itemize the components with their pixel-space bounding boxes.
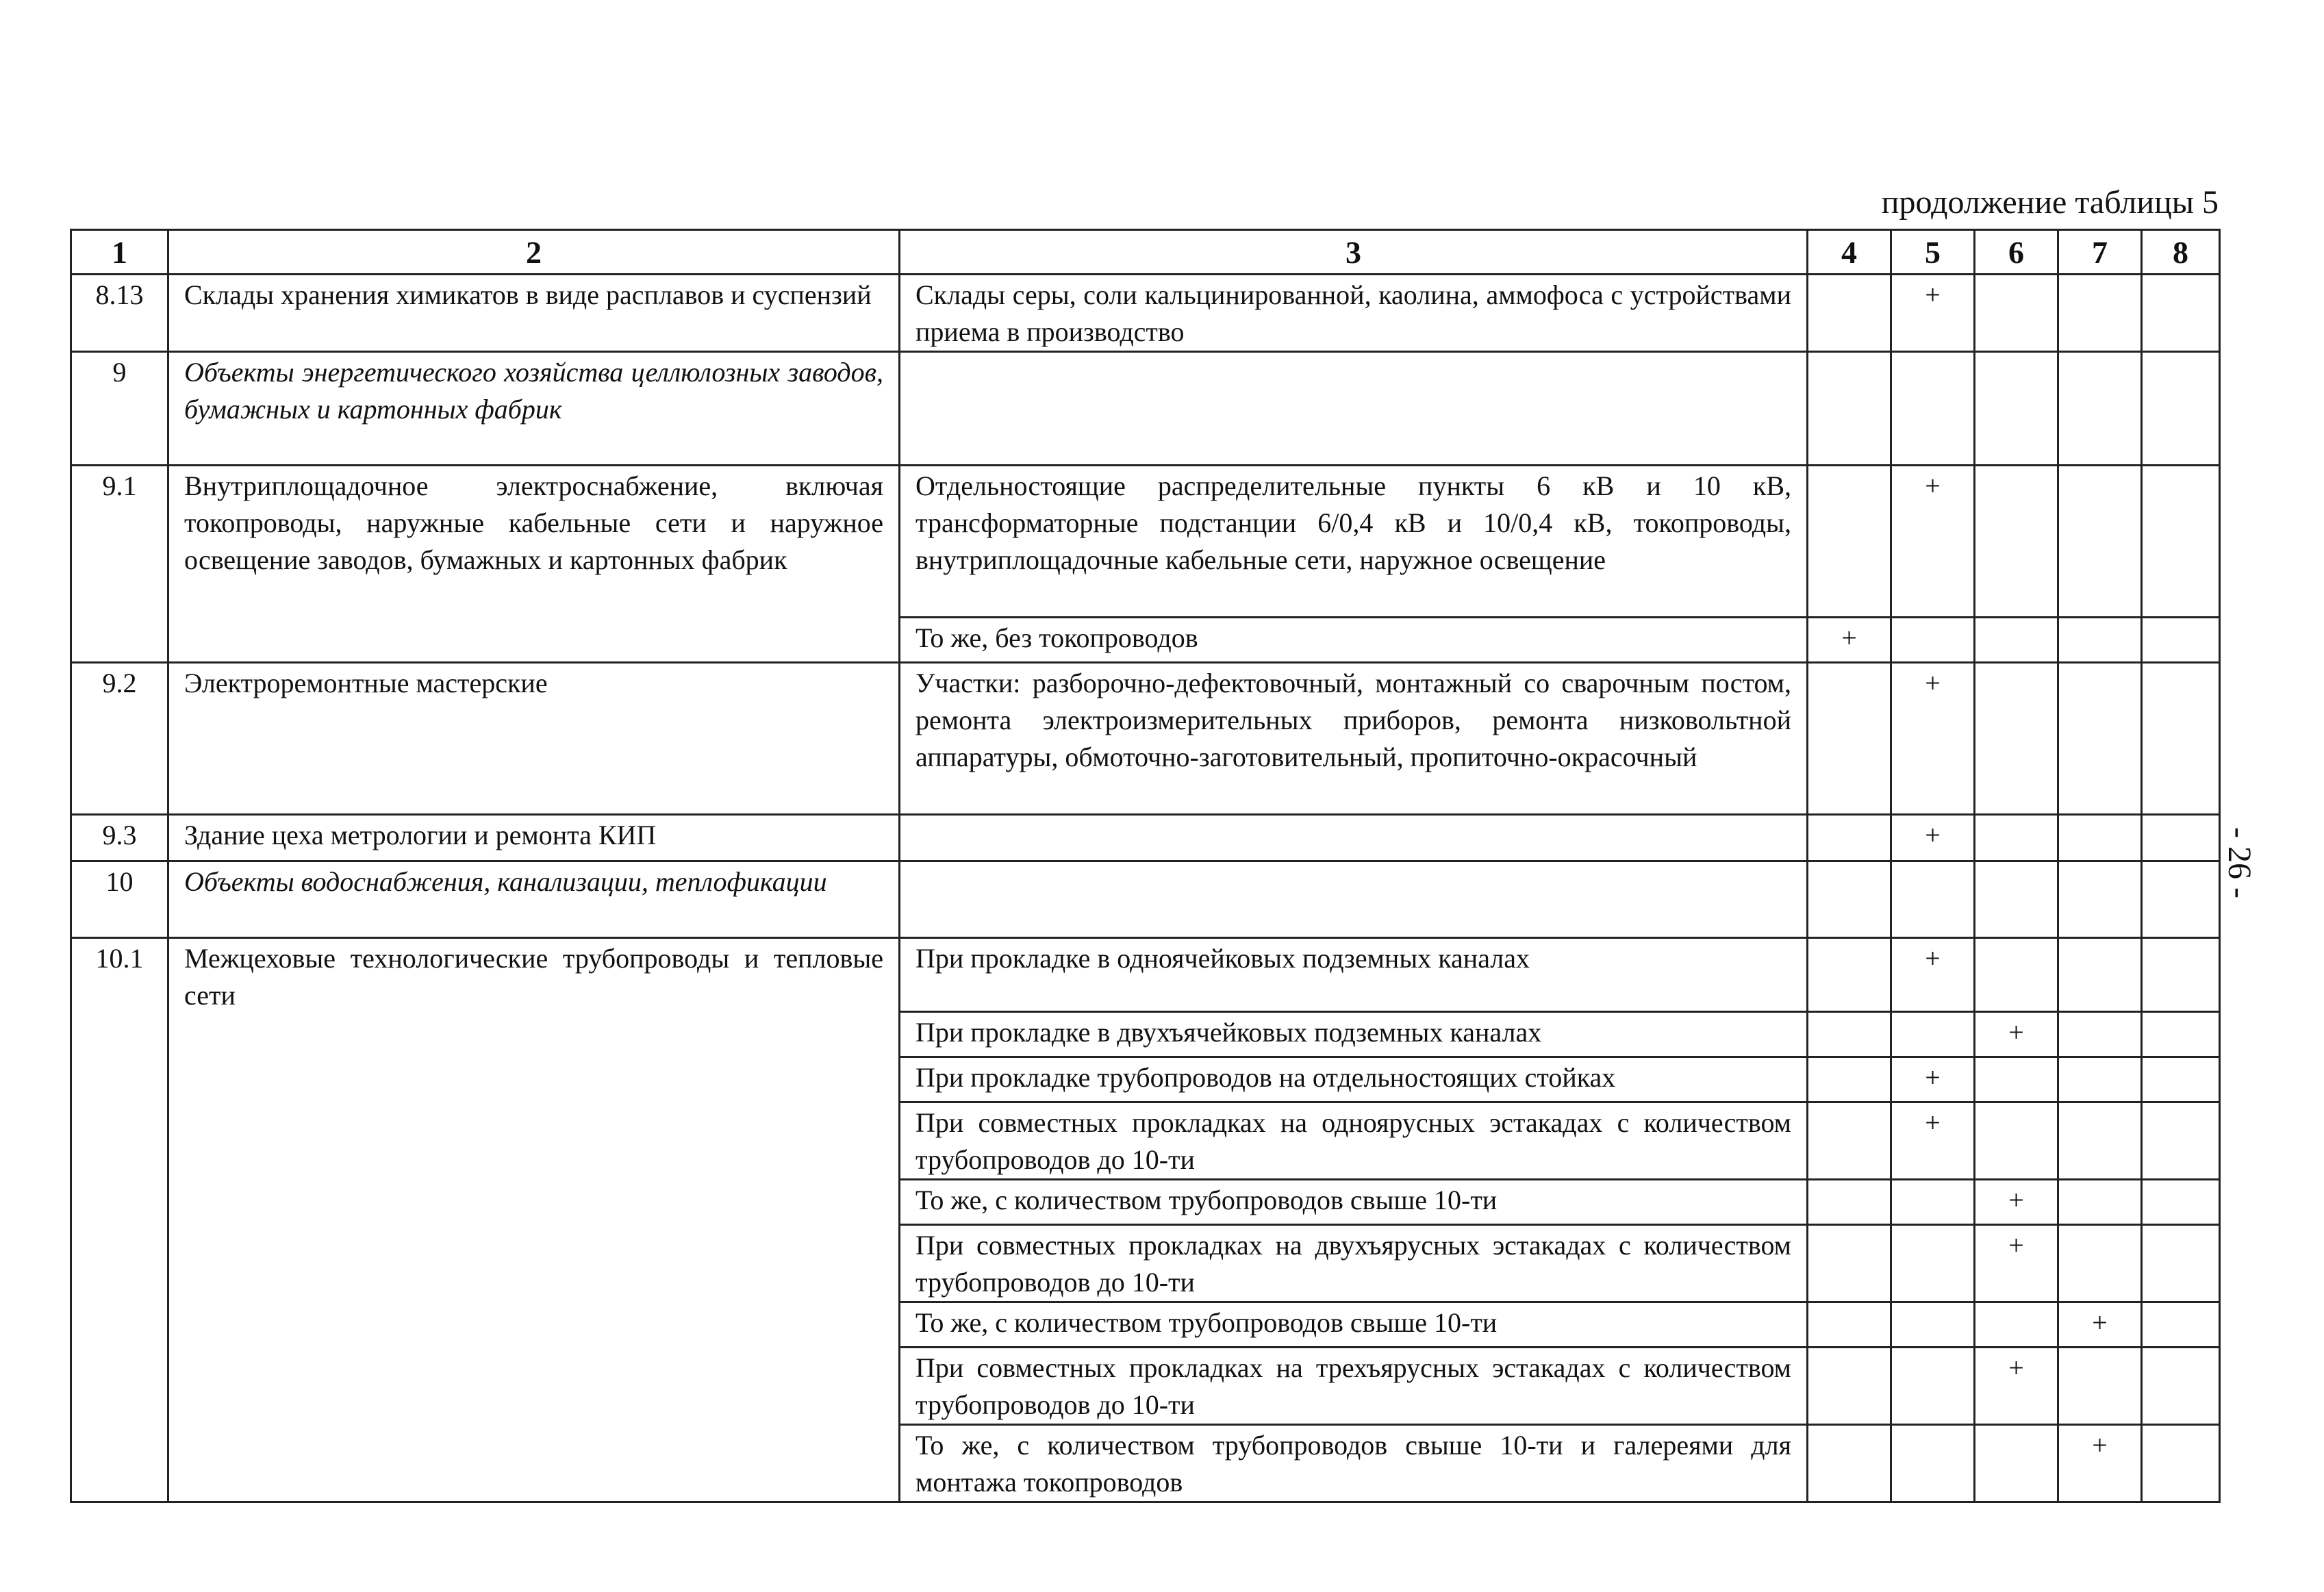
row-number: 10.1 xyxy=(71,938,168,1502)
plus-mark: + xyxy=(1891,275,1975,352)
row-number: 9.2 xyxy=(71,663,168,815)
plus-mark: + xyxy=(1808,618,1891,663)
object-name: Склады хранения химикатов в виде расплавов и суспензий xyxy=(168,275,900,352)
table-row xyxy=(71,275,2220,352)
mark-cell xyxy=(2142,1302,2220,1348)
object-description: При совместных прокладках на одноярусных эстакадах с количеством трубопроводов до 10-ти xyxy=(900,1102,1808,1180)
mark-cell xyxy=(1808,815,1891,861)
mark-cell xyxy=(1808,663,1891,815)
plus-mark: + xyxy=(1975,1348,2058,1425)
object-name: Здание цеха метрологии и ремонта КИП xyxy=(168,815,900,861)
row-number: 9.1 xyxy=(71,466,168,663)
mark-cell xyxy=(2058,466,2142,618)
mark-cell xyxy=(2142,815,2220,861)
mark-cell xyxy=(2142,938,2220,1012)
mark-cell xyxy=(2142,466,2220,618)
mark-cell xyxy=(1808,275,1891,352)
mark-cell xyxy=(2058,1348,2142,1425)
plus-mark: + xyxy=(2058,1302,2142,1348)
section-row xyxy=(71,861,2220,938)
mark-cell xyxy=(1975,663,2058,815)
mark-cell xyxy=(1891,1348,1975,1425)
mark-cell xyxy=(2058,938,2142,1012)
header-cell: 2 xyxy=(168,230,900,275)
mark-cell xyxy=(2058,861,2142,938)
row-number: 9.3 xyxy=(71,815,168,861)
mark-cell xyxy=(1975,938,2058,1012)
object-description: То же, с количеством трубопроводов свыше 10-ти и галереями для монтажа токопроводов xyxy=(900,1425,1808,1502)
mark-cell xyxy=(2142,1057,2220,1102)
mark-cell xyxy=(1891,1180,1975,1225)
object-name: Внутриплощадочное электроснабжение, включая токопроводы, наружные кабельные сети и наружное освещение заводов, бумажных и картонных фабрик xyxy=(168,466,900,663)
mark-cell xyxy=(2142,861,2220,938)
mark-cell xyxy=(2142,618,2220,663)
header-cell: 4 xyxy=(1808,230,1891,275)
mark-cell xyxy=(2142,275,2220,352)
mark-cell xyxy=(2142,352,2220,466)
plus-mark: + xyxy=(1975,1180,2058,1225)
mark-cell xyxy=(1808,861,1891,938)
section-title: Объекты энергетического хозяйства целлюлозных заводов, бумажных и картонных фабрик xyxy=(168,352,900,466)
mark-cell xyxy=(1808,1425,1891,1502)
table-row xyxy=(71,663,2220,815)
object-description: То же, с количеством трубопроводов свыше 10-ти xyxy=(900,1302,1808,1348)
mark-cell xyxy=(2142,1348,2220,1425)
plus-mark: + xyxy=(1891,1057,1975,1102)
mark-cell xyxy=(1808,352,1891,466)
mark-cell xyxy=(1808,938,1891,1012)
mark-cell xyxy=(2058,275,2142,352)
mark-cell xyxy=(2058,1102,2142,1180)
mark-cell xyxy=(2142,1425,2220,1502)
mark-cell xyxy=(1891,861,1975,938)
object-description: Склады серы, соли кальцинированной, каолина, аммофоса с устройствами приема в производство xyxy=(900,275,1808,352)
mark-cell xyxy=(1891,1302,1975,1348)
mark-cell xyxy=(1975,466,2058,618)
plus-mark: + xyxy=(1975,1012,2058,1057)
mark-cell xyxy=(1808,1225,1891,1302)
plus-mark: + xyxy=(1891,466,1975,618)
mark-cell xyxy=(1808,1348,1891,1425)
mark-cell xyxy=(1975,1057,2058,1102)
object-description: При прокладке в одноячейковых подземных каналах xyxy=(900,938,1808,1012)
object-description: При прокладке трубопроводов на отдельностоящих стойках xyxy=(900,1057,1808,1102)
mark-cell xyxy=(1808,1057,1891,1102)
mark-cell xyxy=(2142,1102,2220,1180)
mark-cell xyxy=(1891,352,1975,466)
object-description: То же, с количеством трубопроводов свыше 10-ти xyxy=(900,1180,1808,1225)
plus-mark: + xyxy=(1891,938,1975,1012)
mark-cell xyxy=(1891,1012,1975,1057)
mark-cell xyxy=(1808,1180,1891,1225)
mark-cell xyxy=(2142,1180,2220,1225)
header-row xyxy=(71,230,2220,275)
mark-cell xyxy=(2058,1225,2142,1302)
table-row xyxy=(71,466,2220,618)
header-cell: 8 xyxy=(2142,230,2220,275)
header-cell: 6 xyxy=(1975,230,2058,275)
mark-cell xyxy=(2142,1012,2220,1057)
mark-cell xyxy=(2142,1225,2220,1302)
mark-cell xyxy=(1975,275,2058,352)
empty-cell xyxy=(900,861,1808,938)
section-row xyxy=(71,352,2220,466)
row-number: 8.13 xyxy=(71,275,168,352)
table-continuation-caption: продолжение таблицы 5 xyxy=(1881,184,2219,220)
table-row xyxy=(71,815,2220,861)
object-name: Электроремонтные мастерские xyxy=(168,663,900,815)
mark-cell xyxy=(2058,663,2142,815)
mark-cell xyxy=(2058,1180,2142,1225)
mark-cell xyxy=(1975,1302,2058,1348)
mark-cell xyxy=(1808,466,1891,618)
mark-cell xyxy=(2058,1057,2142,1102)
mark-cell xyxy=(2058,1012,2142,1057)
mark-cell xyxy=(1975,1102,2058,1180)
empty-cell xyxy=(900,352,1808,466)
mark-cell xyxy=(1975,815,2058,861)
object-description: При совместных прокладках на двухъярусных эстакадах с количеством трубопроводов до 10-ти xyxy=(900,1225,1808,1302)
object-description: При прокладке в двухъячейковых подземных каналах xyxy=(900,1012,1808,1057)
object-description: При совместных прокладках на трехъярусных эстакадах с количеством трубопроводов до 10-ти xyxy=(900,1348,1808,1425)
plus-mark: + xyxy=(1891,815,1975,861)
mark-cell xyxy=(2142,663,2220,815)
mark-cell xyxy=(1808,1102,1891,1180)
mark-cell xyxy=(1975,1425,2058,1502)
mark-cell xyxy=(2058,352,2142,466)
mark-cell xyxy=(1975,861,2058,938)
plus-mark: + xyxy=(1891,1102,1975,1180)
object-description: Отдельностоящие распределительные пункты 6 кВ и 10 кВ, трансформаторные подстанции 6/0,4 кВ и 10/0,4 кВ, токопроводы, внутриплощадочные кабельные сети, наружное освещение xyxy=(900,466,1808,618)
mark-cell xyxy=(1975,352,2058,466)
mark-cell xyxy=(2058,815,2142,861)
header-cell: 1 xyxy=(71,230,168,275)
plus-mark: + xyxy=(1975,1225,2058,1302)
plus-mark: + xyxy=(2058,1425,2142,1502)
header-cell: 3 xyxy=(900,230,1808,275)
page-number: - 26 - xyxy=(2221,827,2258,898)
mark-cell xyxy=(1808,1302,1891,1348)
row-number: 10 xyxy=(71,861,168,938)
mark-cell xyxy=(1891,1425,1975,1502)
plus-mark: + xyxy=(1891,663,1975,815)
mark-cell xyxy=(1891,1225,1975,1302)
object-description: Участки: разборочно-дефектовочный, монтажный со сварочным постом, ремонта электроизмерительных приборов, ремонта низковольтной аппаратуры, обмоточно-заготовительный, пропиточно-окрасочный xyxy=(900,663,1808,815)
header-cell: 7 xyxy=(2058,230,2142,275)
object-description: То же, без токопроводов xyxy=(900,618,1808,663)
mark-cell xyxy=(1975,618,2058,663)
object-name: Межцеховые технологические трубопроводы и тепловые сети xyxy=(168,938,900,1502)
header-cell: 5 xyxy=(1891,230,1975,275)
requirements-table xyxy=(70,229,2221,1503)
mark-cell xyxy=(1891,618,1975,663)
empty-cell xyxy=(900,815,1808,861)
mark-cell xyxy=(1808,1012,1891,1057)
row-number: 9 xyxy=(71,352,168,466)
table-row xyxy=(71,938,2220,1012)
section-title: Объекты водоснабжения, канализации, теплофикации xyxy=(168,861,900,938)
mark-cell xyxy=(2058,618,2142,663)
